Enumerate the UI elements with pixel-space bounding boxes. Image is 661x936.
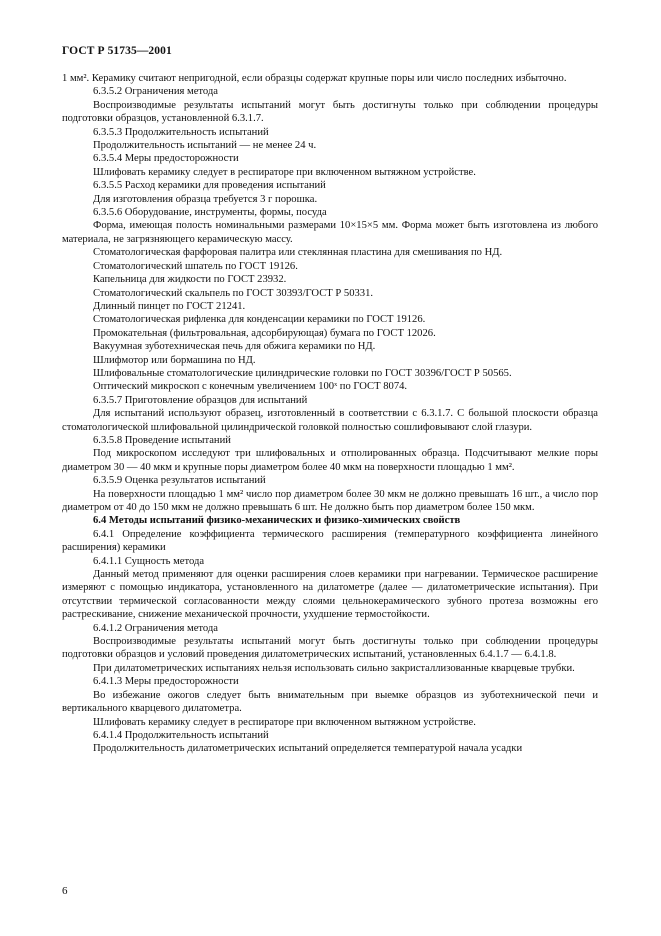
paragraph: 6.4.1.4 Продолжительность испытаний — [93, 729, 269, 741]
paragraph: Стоматологическая рифленка для конденсации керамики по ГОСТ 19126. — [93, 314, 426, 326]
paragraph: 6.3.5.3 Продолжительность испытаний — [93, 126, 269, 138]
paragraph: Шлифовать керамику следует в респираторе при включенном вытяжном устройстве. — [93, 716, 476, 728]
paragraph: Шлифовать керамику следует в респираторе при включенном вытяжном устройстве. — [93, 166, 476, 178]
paragraph: Оптический микроскоп с конечным увеличением 100ˣ по ГОСТ 8074. — [93, 381, 408, 393]
document-body — [62, 72, 598, 756]
paragraph: Стоматологическая фарфоровая палитра или стеклянная пластина для смешивания по НД. — [93, 247, 503, 259]
paragraph: Для испытаний используют образец, изготовленный в соответствии с 6.3.1.7. С большой плоскости образца стоматологической шлифовальной цилиндрической головкой полностью сошлифовывают слой глазури. — [62, 408, 598, 433]
paragraph: 6.3.5.4 Меры предосторожности — [93, 153, 239, 165]
paragraph: 6.4.1.2 Ограничения метода — [93, 622, 218, 634]
paragraph: 6.3.5.5 Расход керамики для проведения испытаний — [93, 180, 326, 192]
paragraph: 6.3.5.9 Оценка результатов испытаний — [93, 475, 266, 487]
paragraph: Данный метод применяют для оценки расширения слоев керамики при нагревании. Термическое расширение измеряют с помощью индикатора, установленного на дилатометре (далее — дилатометрические испытания). При отсутствии термической согласованности между слоями цельнокерамического зубного протеза возможны его растрескивание, снижение механической прочности, ухудшение термостойкости. — [62, 569, 598, 621]
paragraph: 6.3.5.8 Проведение испытаний — [93, 434, 231, 446]
paragraph: Вакуумная зуботехническая печь для обжига керамики по НД. — [93, 341, 376, 353]
paragraph: При дилатометрических испытаниях нельзя использовать сильно закристаллизованные кварцевые трубки. — [93, 662, 575, 674]
paragraph: 6.4.1.3 Меры предосторожности — [93, 676, 239, 688]
paragraph: Воспроизводимые результаты испытаний могут быть достигнуты только при соблюдении процедуры подготовки образцов, установленной 6.3.1.7. — [62, 99, 598, 125]
paragraph: На поверхности площадью 1 мм² число пор диаметром более 30 мкм не должно превышать 16 шт., а число пор диаметром от 40 до 150 мкм не должно превышать 6 шт. Не должно быть пор диаметром более 150 мкм. — [62, 488, 598, 513]
paragraph: Промокательная (фильтровальная, адсорбирующая) бумага по ГОСТ 12026. — [93, 327, 436, 339]
paragraph: Продолжительность испытаний — не менее 24 ч. — [93, 140, 317, 152]
paragraph: Стоматологический шпатель по ГОСТ 19126. — [93, 260, 298, 272]
paragraph: Длинный пинцет по ГОСТ 21241. — [93, 300, 246, 312]
document-header: ГОСТ Р 51735—2001 — [62, 45, 172, 57]
paragraph: Шлифмотор или бормашина по НД. — [93, 354, 256, 366]
paragraph: 6.4.1 Определение коэффициента термического расширения (температурного коэффициента линейного расширения) керамики — [62, 528, 598, 554]
paragraph: Под микроскопом исследуют три шлифовальных и отполированных образца. Подсчитывают мелкие поры диаметром 30 — 40 мкм и крупные поры диаметром более 40 мкм на поверхности площадью 1 мм². — [62, 448, 598, 473]
paragraph: Продолжительность дилатометрических испытаний определяется температурой начала усадки — [93, 743, 523, 755]
section-heading: 6.4 Методы испытаний физико-механических и физико-химических свойств — [93, 515, 461, 527]
paragraph: 6.4.1.1 Сущность метода — [93, 555, 205, 567]
paragraph: 6.3.5.7 Приготовление образцов для испытаний — [93, 394, 308, 406]
paragraph: 1 мм². Керамику считают непригодной, если образцы содержат крупные поры или число последних избыточно. — [62, 73, 567, 84]
paragraph: Форма, имеющая полость номинальными размерами 10×15×5 мм. Форма может быть изготовлена из любого материала, не загрязняющего керамическую массу. — [62, 220, 598, 245]
paragraph: Во избежание ожогов следует быть внимательным при выемке образцов из зуботехнической печи и вертикального кварцевого дилатометра. — [62, 689, 598, 715]
paragraph: Стоматологический скальпель по ГОСТ 30393/ГОСТ Р 50331. — [93, 287, 374, 299]
page-number: 6 — [62, 885, 68, 897]
paragraph: 6.3.5.6 Оборудование, инструменты, формы, посуда — [93, 207, 327, 219]
paragraph: Для изготовления образца требуется 3 г порошка. — [93, 193, 318, 205]
paragraph: Воспроизводимые результаты испытаний могут быть достигнуты только при соблюдении процедуры подготовки образцов и условий проведения дилатометрических испытаний, установленных 6.4.1.7 — 6.4.1.8. — [62, 636, 598, 661]
paragraph: Шлифовальные стоматологические цилиндрические головки по ГОСТ 30396/ГОСТ Р 50565. — [93, 367, 512, 379]
paragraph: Капельница для жидкости по ГОСТ 23932. — [93, 274, 287, 286]
paragraph: 6.3.5.2 Ограничения метода — [93, 86, 218, 98]
